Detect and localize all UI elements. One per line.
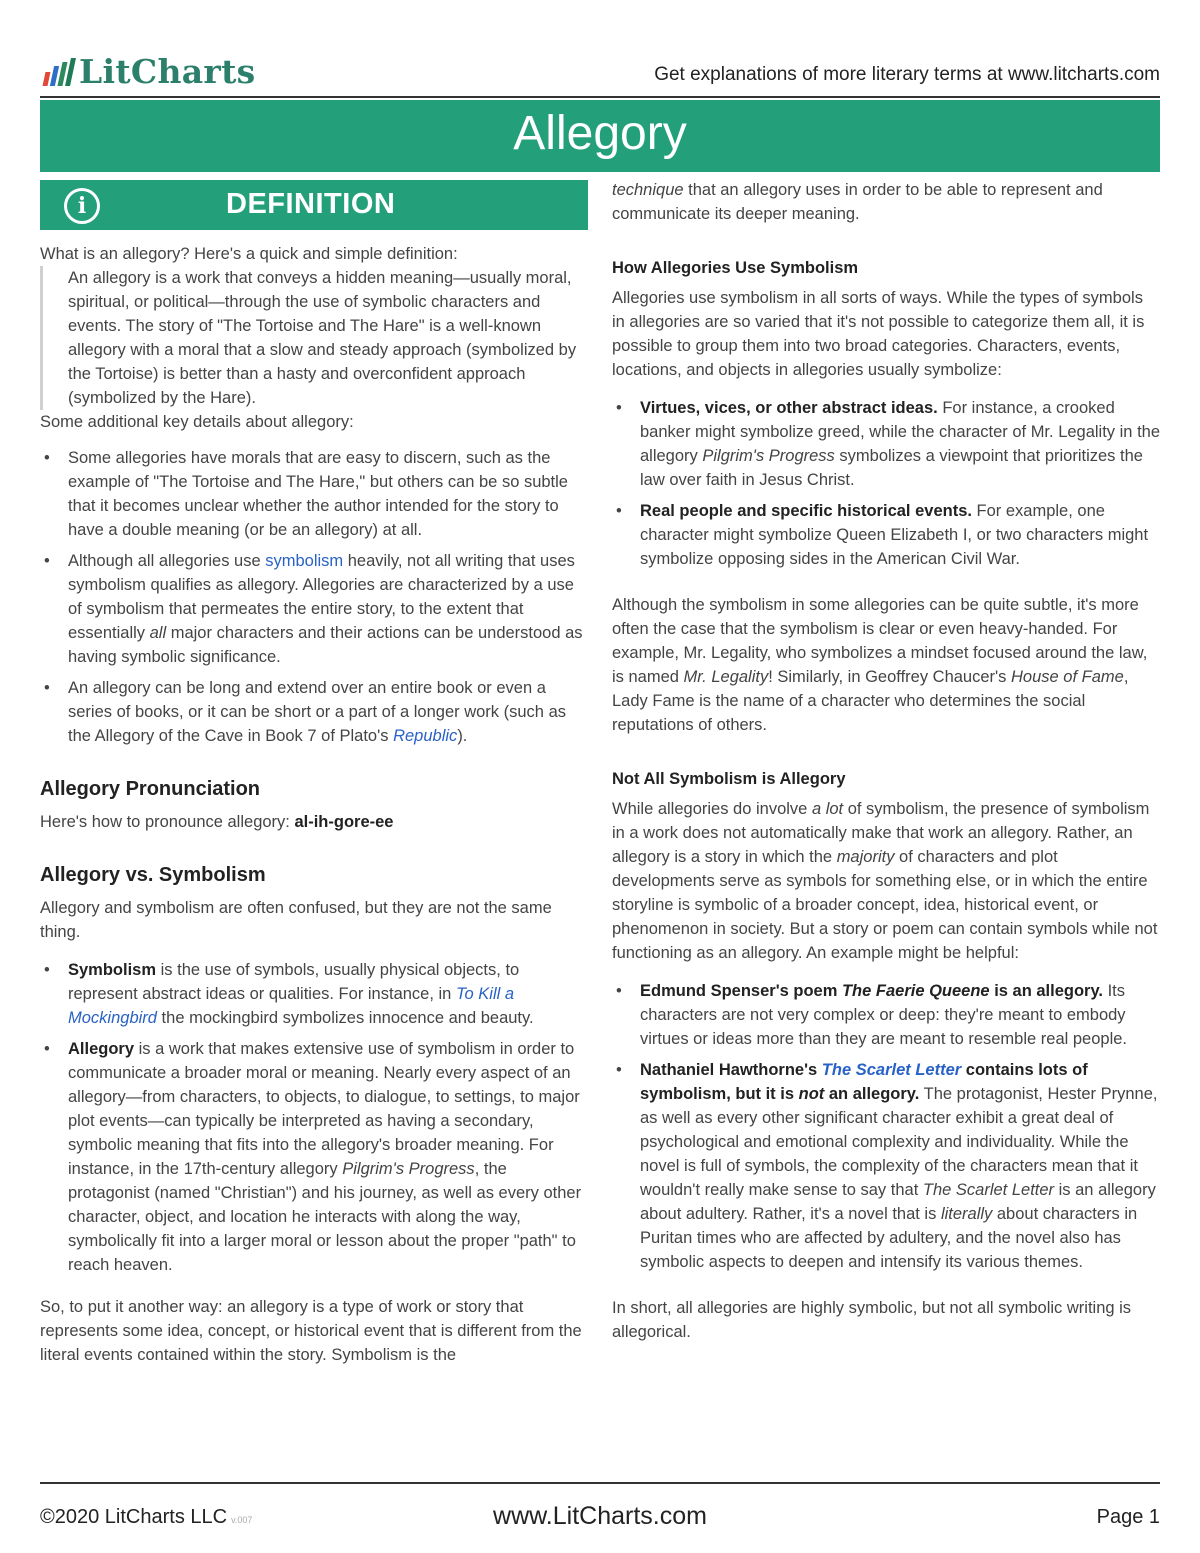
page-title: Allegory	[40, 100, 1160, 172]
vs-intro: Allegory and symbolism are often confused, but they are not the same thing.	[40, 899, 552, 941]
republic-link[interactable]: Republic	[393, 727, 458, 745]
list-item: • Although all allegories use symbolism heavily, not all writing that uses symbolism qualifies as allegory. Allegories are characterized by a use of symbolism that permeates the entire story, to the extent that essentially all major characters and their actions can be understood as having symbolic significance.	[40, 549, 588, 669]
logo-text: LitCharts	[79, 52, 256, 91]
list-item: • An allegory can be long and extend over an entire book or even a series of books, or it can be short or a part of a longer work (such as the Allegory of the Cave in Book 7 of Plato's Republic).	[40, 676, 588, 748]
list-item: • Symbolism is the use of symbols, usually physical objects, to represent abstract ideas or qualities. For instance, in To Kill a Mockingbird the mockingbird symbolizes innocence and beauty.	[40, 958, 588, 1030]
definition-label: DEFINITION	[226, 188, 396, 220]
summary-paragraph: In short, all allegories are highly symbolic, but not all symbolic writing is allegorical.	[612, 1299, 1132, 1341]
info-icon: i	[64, 188, 100, 224]
symbolize-list	[612, 396, 1160, 571]
pronunciation-heading: Allegory Pronunciation	[40, 778, 261, 800]
to-kill-a-mockingbird-link[interactable]: To Kill a Mockingbird	[68, 985, 515, 1027]
pronunciation-value: al-ih-gore-ee	[294, 813, 394, 831]
copyright: ©2020 LitCharts LLC v.007	[40, 1506, 253, 1528]
key-details-list	[40, 446, 588, 748]
header-tagline[interactable]: Get explanations of more literary terms at www.litcharts.com	[654, 64, 1160, 85]
list-item: • Virtues, vices, or other abstract ideas. For instance, a crooked banker might symbolize greed, while the character of Mr. Legality in the allegory Pilgrim's Progress symbolizes a viewpoint that prioritizes the law over faith in Jesus Christ.	[612, 396, 1160, 492]
how-allegories-text: Allegories use symbolism in all sorts of ways. While the types of symbols in allegories are so varied that it's not possible to categorize them all, it is possible to group them into two broad categories. Characters, events, locations, and objects in allegories usually symbolize:	[612, 289, 1145, 379]
scarlet-letter-link[interactable]: The Scarlet Letter	[821, 1061, 962, 1079]
page-number: Page 1	[1096, 1506, 1160, 1528]
header-divider	[40, 96, 1160, 98]
key-details-intro: Some additional key details about allegory:	[40, 413, 354, 431]
vs-list	[40, 958, 588, 1277]
vs-closing: So, to put it another way: an allegory is a type of work or story that represents some idea, concept, or historical event that is different from the literal events contained within the story. Symbolism is the	[40, 1298, 582, 1364]
definition-banner	[40, 180, 588, 230]
logo-bars-icon	[44, 58, 73, 86]
examples-list	[612, 979, 1160, 1274]
right-column	[612, 178, 1160, 1344]
definition-intro: What is an allegory? Here's a quick and simple definition:	[40, 245, 458, 263]
left-column	[40, 242, 588, 1367]
page-footer	[40, 1502, 1160, 1542]
symbolism-link[interactable]: symbolism	[265, 552, 344, 570]
list-item: • Nathaniel Hawthorne's The Scarlet Letter contains lots of symbolism, but it is not an allegory. The protagonist, Hester Prynne, as well as every other significant character exhibit a great deal of psychological and emotional complexity and individuality. While the novel is full of symbols, the complexity of the characters mean that it wouldn't really make sense to say that The Scarlet Letter is an allegory about adultery. Rather, it's a novel that is literally about characters in Puritan times who are affected by adultery, and the novel also has symbolic aspects to deepen and intensify its various themes.	[612, 1058, 1160, 1274]
list-item: • Allegory is a work that makes extensive use of symbolism in order to communicate a broader moral or meaning. Nearly every aspect of an allegory—from characters, to objects, to dialogue, to settings, to major plot events—can typically be interpreted as having a secondary, symbolic meaning that fits into the allegory's broader meaning. For instance, in the 17th-century allegory Pilgrim's Progress, the protagonist (named "Christian") and his journey, as well as every other character, object, and location he interacts with along the way, symbolically fit into a larger moral or lesson about the proper "path" to reach heaven.	[40, 1037, 588, 1277]
not-all-symbolism-heading: Not All Symbolism is Allegory	[612, 770, 846, 788]
list-item: • Edmund Spenser's poem The Faerie Queene is an allegory. Its characters are not very complex or deep: they're meant to embody virtues or ideas more than they are meant to resemble real people.	[612, 979, 1160, 1051]
version-label: v.007	[231, 1515, 253, 1525]
heavy-handed-paragraph: Although the symbolism in some allegories can be quite subtle, it's more often the case that the symbolism is clear or even heavy-handed. For example, Mr. Legality, who symbolizes a mindset focused around the law, is named Mr. Legality! Similarly, in Geoffrey Chaucer's House of Fame, Lady Fame is the name of a character who determines the social reputations of others.	[612, 596, 1148, 734]
continued-paragraph: technique that an allegory uses in order to be able to represent and communicate its deeper meaning.	[612, 181, 1103, 223]
list-item: • Some allegories have morals that are easy to discern, such as the example of "The Tortoise and The Hare," but others can be so subtle that it becomes unclear whether the author intended for the story to have a double meaning (or be an allegory) at all.	[40, 446, 588, 542]
site-link[interactable]: www.LitCharts.com	[493, 1502, 707, 1530]
how-allegories-heading: How Allegories Use Symbolism	[612, 259, 859, 277]
litcharts-logo[interactable]	[44, 52, 256, 91]
footer-divider	[40, 1482, 1160, 1484]
vs-heading: Allegory vs. Symbolism	[40, 864, 266, 886]
pronunciation-text: Here's how to pronounce allegory: al-ih-gore-ee	[40, 813, 394, 831]
not-all-symbolism-text: While allegories do involve a lot of symbolism, the presence of symbolism in a work does not automatically make that work an allegory. Rather, an allegory is a story in which the majority of characters and plot developments serve as symbols for something else, or in which the entire storyline is symbolic of a broader concept, idea, historical event, or phenomenon in society. But a story or poem can contain symbols while not functioning as an allegory. An example might be helpful:	[612, 800, 1158, 962]
definition-quote: An allegory is a work that conveys a hidden meaning—usually moral, spiritual, or political—through the use of symbolic characters and events. The story of "The Tortoise and The Hare" is a well-known allegory with a moral that a slow and steady approach (symbolized by the Tortoise) is better than a hasty and overconfident approach (symbolized by the Hare).	[40, 266, 588, 410]
page-header	[40, 48, 1160, 98]
list-item: • Real people and specific historical events. For example, one character might symbolize Queen Elizabeth I, or two characters might symbolize opposing sides in the American Civil War.	[612, 499, 1160, 571]
